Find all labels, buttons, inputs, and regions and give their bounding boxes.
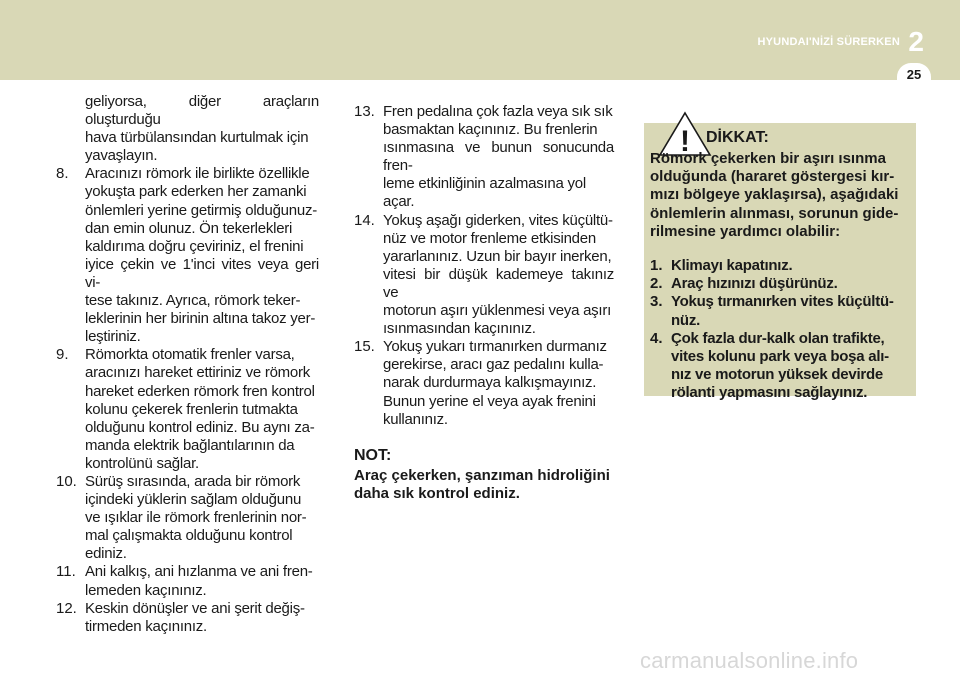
list-number: 4. — [650, 329, 663, 347]
list-item — [650, 257, 908, 275]
text-line: basmaktan kaçınınız. Bu frenlerin — [383, 121, 598, 139]
text-line: açar. — [383, 193, 415, 211]
list-item — [650, 293, 908, 329]
text-line: nız ve motorun yüksek devirde — [671, 366, 883, 384]
text-line: vites kolunu park veya boşa alı- — [671, 348, 889, 366]
text-line: rölanti yapmasını sağlayınız. — [671, 384, 868, 402]
text-line: Römorkta otomatik frenler varsa, — [85, 346, 295, 364]
text-line: dan emin olunuz. Ön tekerlekleri — [85, 219, 293, 237]
list-item — [56, 563, 319, 599]
list-number: 11. — [56, 563, 76, 581]
note-title: NOT: — [354, 446, 392, 464]
text-line: tese takınız. Ayrıca, römork teker- — [85, 292, 301, 310]
text-line: Klimayı kapatınız. — [671, 257, 793, 275]
text-line: Fren pedalına çok fazla veya sık sık — [383, 103, 613, 120]
text-line: Çok fazla dur-kalk olan trafikte, — [671, 329, 885, 347]
text-line: olduğunu kontrol ediniz. Bu aynı za- — [85, 418, 315, 436]
text-line: Yokuş yukarı tırmanırken durmanız — [383, 338, 607, 356]
list-item — [56, 165, 319, 346]
chapter-number: 2 — [908, 26, 924, 57]
text-line: Araç hızınızı düşürünüz. — [671, 275, 838, 293]
list-number: 10. — [56, 472, 77, 490]
note-section — [354, 447, 614, 503]
text-line: manda elektrik bağlantılarının da — [85, 436, 295, 454]
text-line: önlemlerin alınması, sorunun gide- — [650, 204, 899, 222]
text-line: kolunu çekerek frenlerin tutmakta — [85, 400, 298, 418]
caution-box — [644, 123, 916, 402]
text-line: kontrolünü sağlar. — [85, 454, 199, 472]
text-line: hareket ederken römork fren kontrol — [85, 382, 315, 400]
left-column — [56, 93, 319, 636]
list-number: 15. — [354, 338, 375, 356]
caution-title: DİKKAT: — [706, 129, 769, 146]
list-number: 8. — [56, 165, 69, 183]
list-item — [354, 338, 614, 428]
text-line: leme etkinliğinin azalmasına yol — [383, 175, 586, 193]
list-item — [56, 473, 319, 563]
text-line: nüz. — [671, 311, 700, 329]
text-line: gerekirse, aracı gaz pedalını kulla- — [383, 356, 604, 374]
list-item — [56, 600, 319, 636]
warning-glyph: ! — [680, 125, 690, 157]
text-line: leklerinin her birinin altına takoz yer- — [85, 310, 316, 328]
watermark: carmanualsonline.info — [640, 648, 859, 673]
text-line: Bunun yerine el veya ayak frenini — [383, 392, 596, 410]
text-line: ısınmasına ve bunun sonucunda fren- — [383, 139, 614, 175]
text-line: aracınızı hareket ettiriniz ve römork — [85, 364, 311, 382]
list-number: 13. — [354, 103, 375, 120]
list-item — [354, 103, 614, 212]
text-line: iyice çekin ve 1'inci vites veya geri vi- — [85, 255, 319, 291]
text-line: ediniz. — [85, 545, 127, 563]
text-line: yavaşlayın. — [85, 147, 158, 165]
text-line: kaldırıma doğru çeviriniz, el frenini — [85, 237, 304, 255]
text-line: ve ışıklar ile römork frenlerinin nor- — [85, 509, 307, 527]
text-line: Yokuş tırmanırken vites küçültü- — [671, 293, 894, 311]
text-line: Araç çekerken, şanzıman hidroliğini — [354, 466, 610, 484]
text-line: rilmesine yardımcı olabilir: — [650, 222, 841, 240]
list-item — [56, 346, 319, 473]
list-number: 12. — [56, 599, 77, 617]
text-line: önlemleri yerine getirmiş olduğunuz- — [85, 201, 317, 219]
list-number: 9. — [56, 346, 69, 364]
text-line: yararlanınız. Uzun bir bayır inerken, — [383, 247, 612, 265]
list-item — [354, 212, 614, 339]
text-line: Keskin dönüşler ve ani şerit değiş- — [85, 599, 305, 617]
text-line: Römork çekerken bir aşırı ısınma — [650, 150, 886, 167]
text-line: Yokuş aşağı giderken, vites küçültü- — [383, 211, 613, 229]
text-line: lemeden kaçınınız. — [85, 581, 207, 599]
text-line: içindeki yüklerin sağlam olduğunu — [85, 491, 302, 509]
text-line: hava türbülansından kurtulmak için — [85, 129, 309, 147]
text-line: nüz ve motor frenleme etkisinden — [383, 229, 596, 247]
text-line: vitesi bir düşük kademeye takınız ve — [383, 265, 614, 301]
list-item — [650, 275, 908, 293]
text-line: Aracınızı römork ile birlikte özellikle — [85, 165, 310, 183]
list-number: 2. — [650, 275, 663, 293]
list-number: 3. — [650, 293, 663, 311]
text-line: geliyorsa, diğer araçların oluşturduğu — [85, 93, 319, 129]
page-number: 25 — [897, 63, 931, 89]
text-line: narak durdurmaya kalkışmayınız. — [383, 374, 597, 392]
text-line: ısınmasından kaçınınız. — [383, 320, 536, 338]
text-line: olduğunda (hararet göstergesi kır- — [650, 168, 895, 186]
text-line: yokuşta park ederken her zamanki — [85, 183, 307, 201]
list-number: 1. — [650, 257, 663, 275]
text-line: mızı bölgeye yaklaşırsa), aşağıdaki — [650, 186, 899, 204]
text-line: Sürüş sırasında, arada bir römork — [85, 472, 301, 490]
text-line: Ani kalkış, ani hızlanma ve ani fren- — [85, 563, 313, 581]
text-line: leştiriniz. — [85, 328, 141, 346]
middle-column — [354, 103, 614, 503]
text-line: mal çalışmakta olduğunu kontrol — [85, 527, 293, 545]
continued-paragraph — [56, 93, 319, 165]
list-item — [650, 330, 908, 403]
section-title: HYUNDAI'NİZİ SÜRERKEN — [757, 36, 900, 48]
text-line: motorun aşırı yüklenmesi veya aşırı — [383, 302, 612, 320]
text-line: daha sık kontrol ediniz. — [354, 484, 520, 502]
text-line: tirmeden kaçınınız. — [85, 617, 207, 635]
text-line: kullanınız. — [383, 410, 448, 428]
list-number: 14. — [354, 211, 375, 229]
